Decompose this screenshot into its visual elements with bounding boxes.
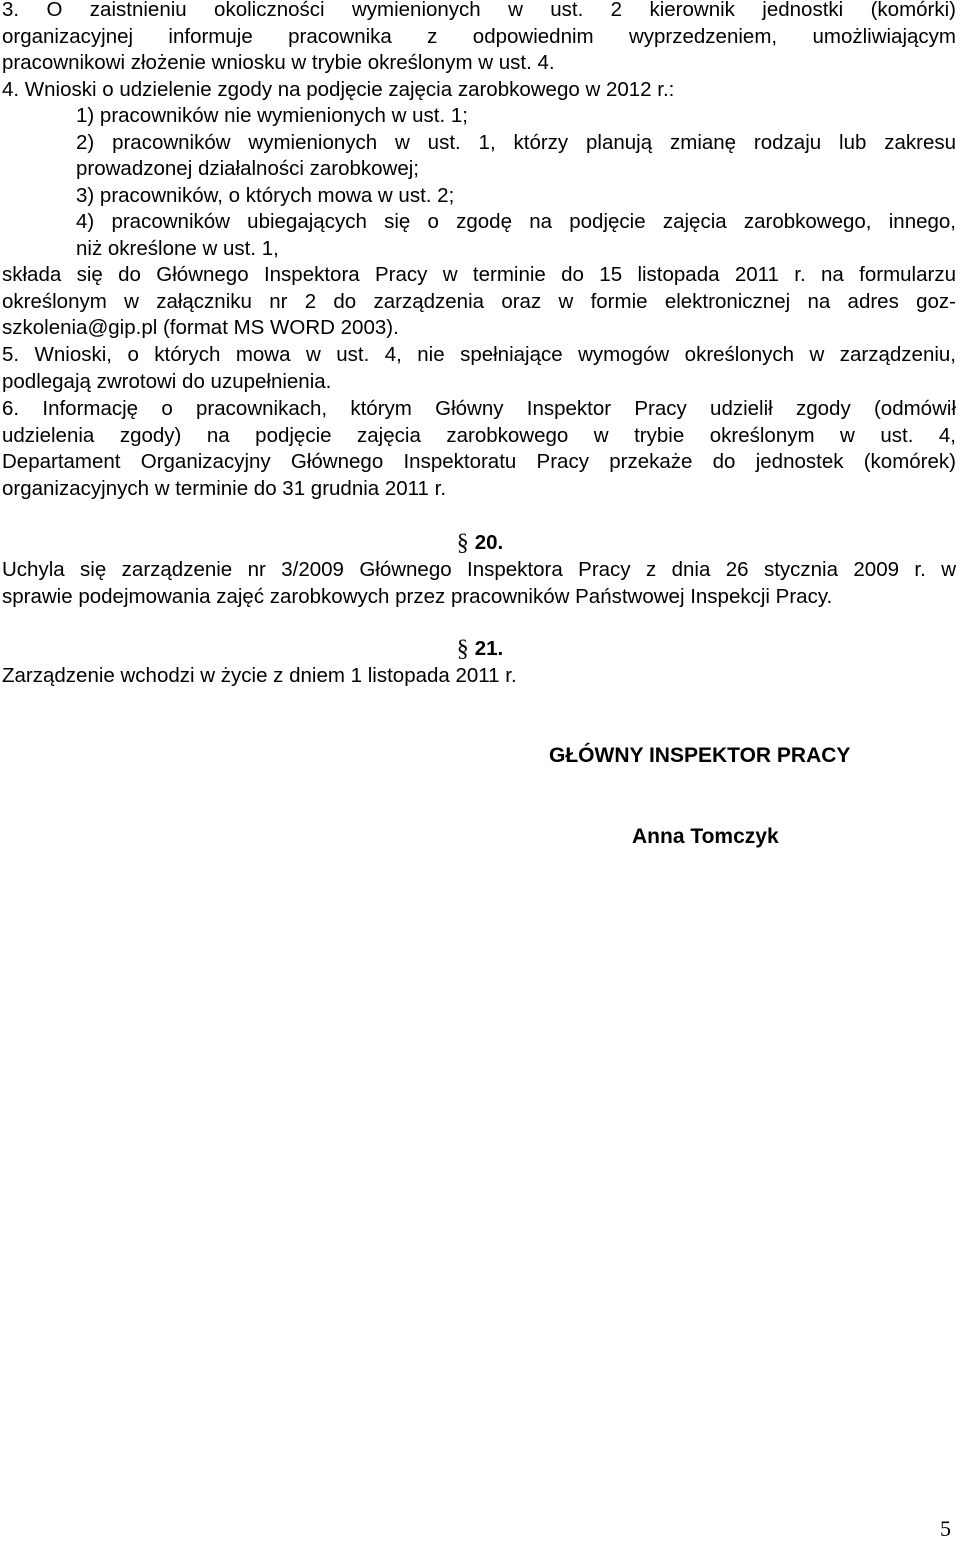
paragraph-line: składa się do Głównego Inspektora Pracy w terminie do 15 listopada 2011 r. na formularzu	[2, 263, 956, 286]
paragraph-line: szkolenia@gip.pl (format MS WORD 2003).	[2, 316, 399, 339]
paragraph-line: organizacyjnych w terminie do 31 grudnia 2011 r.	[2, 476, 447, 500]
list-item-3: 3) pracowników, o których mowa w ust. 2;	[76, 183, 455, 207]
paragraph-line: określonym w załączniku nr 2 do zarządzenia oraz w formie elektronicznej na adres goz-	[2, 289, 956, 313]
list-item-4: 4) pracowników ubiegających się o zgodę na podjęcie zajęcia zarobkowego, innego,	[76, 210, 956, 233]
list-item-2: 2) pracowników wymienionych w ust. 1, którzy planują zmianę rodzaju lub zakresu	[76, 130, 956, 154]
list-item-1: 1) pracowników nie wymienionych w ust. 1;	[76, 104, 468, 127]
paragraph-line: Departament Organizacyjny Głównego Inspektoratu Pracy przekaże do jednostek (komórek)	[2, 450, 956, 473]
paragraph-line: sprawie podejmowania zajęć zarobkowych przez pracowników Państwowej Inspekcji Pracy.	[2, 584, 833, 608]
paragraph-5	[2, 342, 956, 395]
page-number: 5	[940, 1516, 951, 1541]
section-symbol: §	[456, 636, 469, 662]
paragraph-6	[2, 396, 956, 502]
paragraph-line: Zarządzenie wchodzi w życie z dniem 1 listopada 2011 r.	[2, 664, 517, 687]
signatory-name: Anna Tomczyk	[632, 825, 779, 848]
list-item-4-continuation: niż określone w ust. 1,	[76, 236, 279, 260]
list-item-2-continuation: prowadzonej działalności zarobkowej;	[76, 157, 419, 180]
signatory-title: GŁÓWNY INSPEKTOR PRACY	[549, 744, 851, 767]
section-number: 20.	[474, 531, 504, 554]
section-20-heading	[0, 530, 960, 557]
section-21-text	[2, 663, 956, 690]
section-21-heading	[0, 636, 960, 663]
paragraph-line: Uchyla się zarządzenie nr 3/2009 Głównego Inspektora Pracy z dnia 26 stycznia 2009 r. w	[2, 558, 956, 581]
paragraph-line: organizacyjnej informuje pracownika z odpowiednim wyprzedzeniem, umożliwiającym	[2, 24, 956, 48]
paragraph-line: 6. Informację o pracownikach, którym Główny Inspektor Pracy udzielił zgody (odmówił	[2, 397, 956, 420]
paragraph-line: 5. Wnioski, o których mowa w ust. 4, nie spełniające wymogów określonych w zarządzeniu,	[2, 343, 956, 366]
paragraph-line: udzielenia zgody) na podjęcie zajęcia zarobkowego w trybie określonym w ust. 4,	[2, 423, 956, 447]
paragraph-4	[2, 77, 956, 342]
section-symbol: §	[456, 530, 469, 556]
section-number: 21.	[474, 637, 504, 660]
section-20-text	[2, 557, 956, 610]
paragraph-3	[2, 0, 956, 77]
paragraph-line: 3. O zaistnieniu okoliczności wymienionych w ust. 2 kierownik jednostki (komórki)	[2, 0, 956, 21]
paragraph-line: podlegają zwrotowi do uzupełnienia.	[2, 369, 332, 393]
paragraph-4-intro: 4. Wnioski o udzielenie zgody na podjęcie zajęcia zarobkowego w 2012 r.:	[2, 77, 675, 101]
paragraph-line: pracownikowi złożenie wniosku w trybie określonym w ust. 4.	[2, 51, 555, 74]
